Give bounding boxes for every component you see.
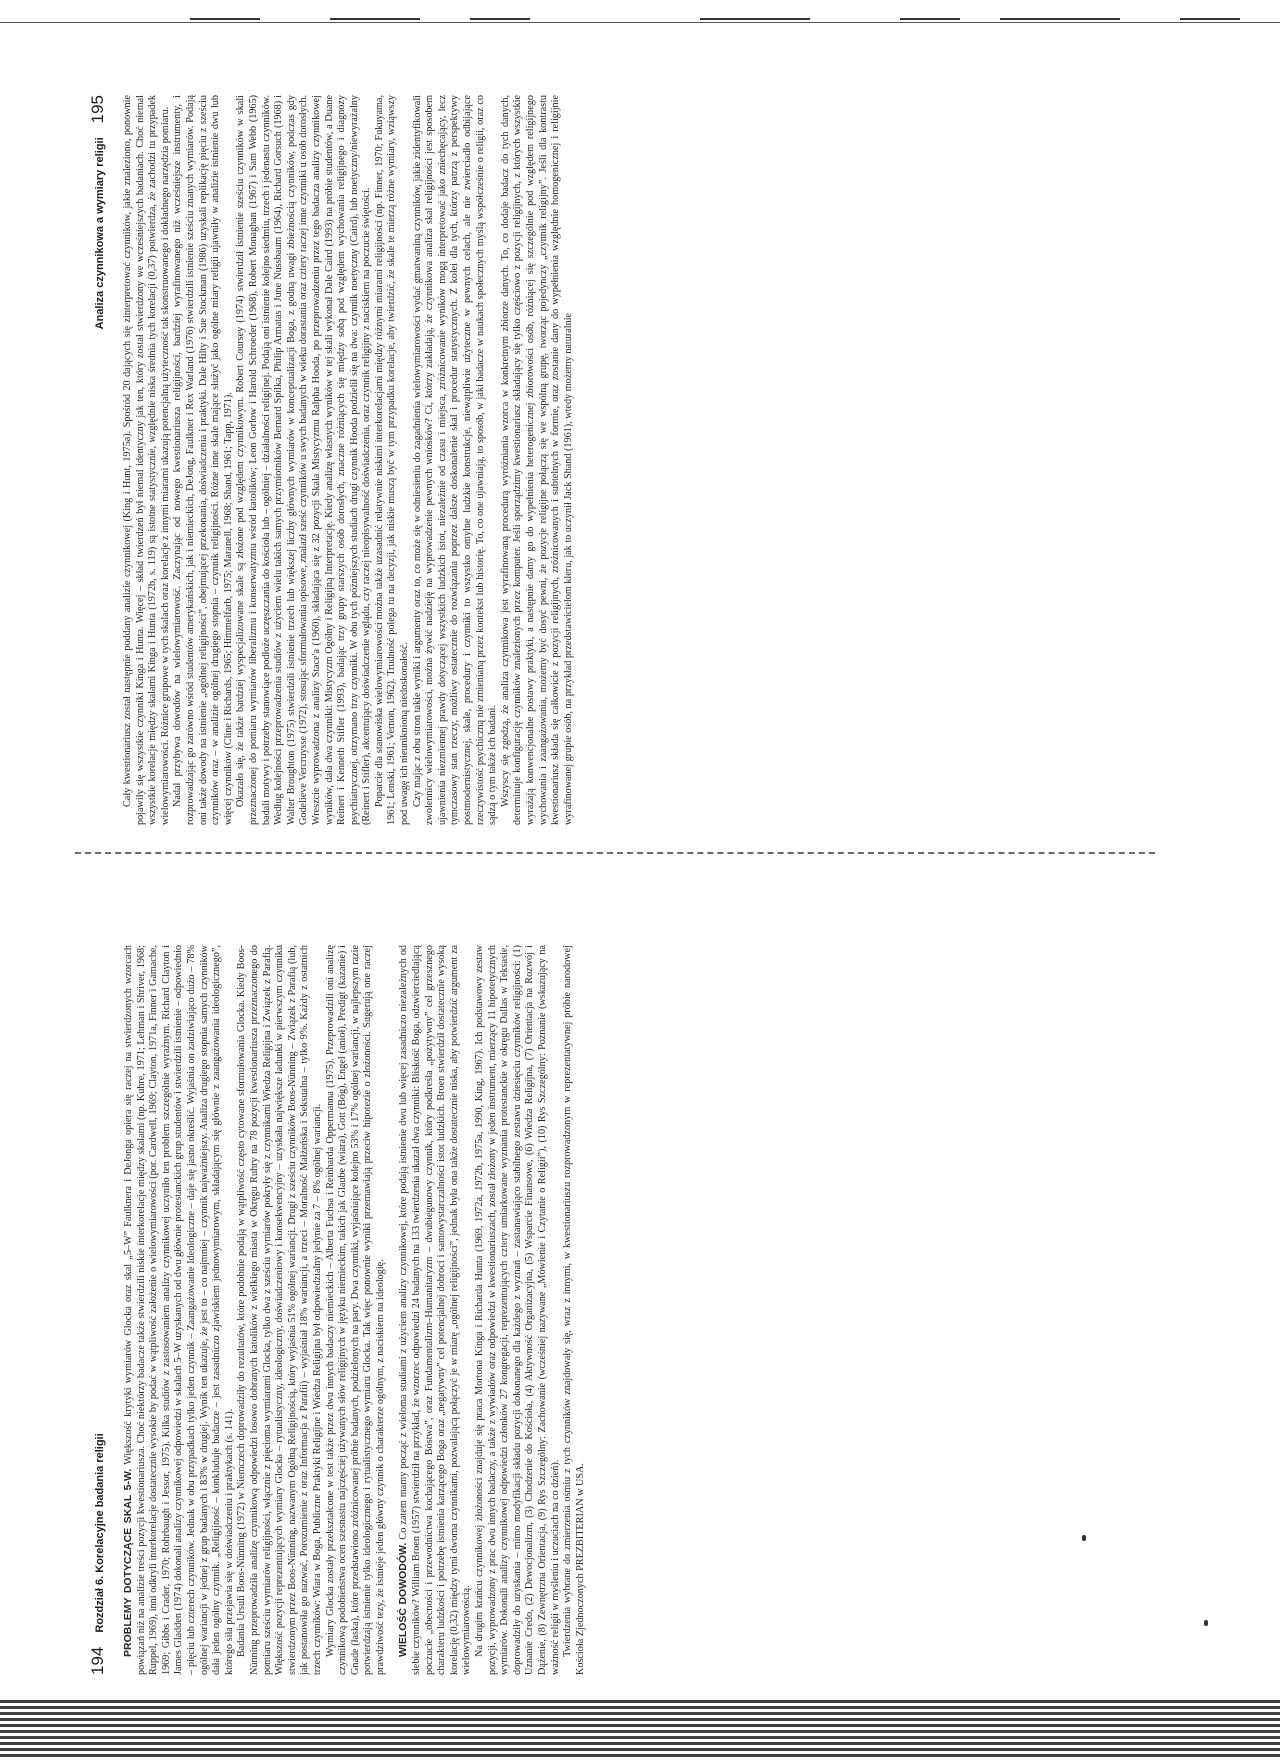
paragraph: Większość krytyki wymiarów Glocka oraz skal „5–W” Faulknera i DeJonga opiera się raczej na stwierdzonych wzorcach powiązań niż na analizie treści pozycji kwestionariusza. Choć niektórzy badacze także stwierdzili niskie interkorelacje między skalami (np. Kuhre, 1971; Lehman i Shriver, 1968; Ruppel, 1969), inni odkryli interkorelacje dostatecznie wysokie by podać w wątpliwość założenie o wielowymiarowości (por. Cardwell, 1969; Clayton, 1971a, Finner i Gamache, 1969; Gibbs i Crader, 1970; Rohrbaugh i Jessor, 1975). Kilka studiów z zastosowaniem analizy czynnikowej uczyniło ten problem szczególnie wyraźnym. Richard Clayton i James Gladden (1974) dokonali analizy czynnikowej odpowiedzi w skalach 5–W uzyskanych od dwu głównie protestanckich grup studentów i stwierdzili istnienie – odpowiednio – pięciu lub czterech czynników. Jednak w obu przypadkach tylko jeden czynnik – Zaangażowanie Ideologiczne – daje się jasno określić. Wyjaśnia on zadziwiająco dużo – 78% ogólnej wariancji w jednej z grup badanych i 83% w drugiej. Wynik ten ukazuje, że jest to – co najmniej – czynnik najważniejszy. Analiza drugiego stopnia samych czynników dała jeden ogólny czynnik. „Religijność – konkluduje badacze – jest zasadniczo zjawiskiem jednowymiarowym, składającym się głównie z zaangażowania ideologicznego”, którego siła przejawia się w doświadczeniu i praktykach (s. 141). bbox=[123, 945, 235, 1675]
paragraph: Czy mając z obu stron takie wyniki i argumenty oraz to, co może się w odniesieniu do zagadnienia wielowymiarowości wydać gmatwaniną czynników, jakie zidentyfikowali zwolennicy wielowymiarowości, można żywić nadzieję na wyprowadzenie pewnych wniosków? Ci, którzy zakładają, że czynnikowa analiza skal religijności jest sposobem ujawnienia niezmiennej prawdy dotyczącej wszystkich ludzkich istot, niezależnie od czasu i miejsca, zróżnicowanie wyników mogą interpretować jako zniechęcający, lecz tymczasowy stan rzeczy, możliwy ostatecznie do rozwiązania poprzez dalsze doskonalenie skal i procedur statystycznych. Z kolei dla tych, którzy patrzą z perspektywy postmodernistycznej, skale, procedury i czynniki to wszystko omylne ludzkie konstrukcje, niewątpliwie użyteczne w pewnych celach, ale nie zwierciadło odbijające rzeczywistość psychiczną nie zmienianą przez kontekst lub historię. To, co one ujawniają, to sposób, w jaki badacze w naukach społecznych myślą współcześnie o religii, oraz co sądzą o tym także ich badani. bbox=[411, 95, 499, 825]
right-body bbox=[122, 95, 575, 825]
paragraph: Wszyscy się zgodzą, że analiza czynnikowa jest wyrafinowaną procedurą wyróżniania wzorca w konkretnym zbiorze danych. To, co dodaje badacz do tych danych, determinuje konfigurację czynników znalezionych przez komputer. Jeśli sporządzimy kwestionariusz składający się tylko częściowo z pozycji religijnych, z których wszystkie wyrażają konwencjonalne postawy praktyki, a następnie damy go do wypełnienia heterogenicznej zbiorowości osób, różniącej się szczególnie pod względem religijnego wychowania i zaangażowania, możemy być dosyć pewni, że pozycje religijne połączą się we wspólną grupę, tworząc pojedynczy „czynnik religijny”. Jeśli dla kontrastu kwestionariusz składa się całkowicie z pozycji religijnych, zróżnicowanych i subtelnych w formie, oraz zostanie dany do wypełnienia względnie homogenicznej i religijnie wyrafinowanej grupie osób, na przykład przedstawicielom kleru, jak to uczynił Jack Shand (1961), wtedy możemy naturalnie bbox=[499, 95, 574, 825]
scan-artifact bbox=[900, 18, 960, 20]
scan-speck bbox=[1204, 1620, 1208, 1626]
paragraph: Poparcie dla stanowiska wielowymiarowości można także uzasadnić relatywnie niskimi interkorelacjami między różnymi miarami religijności (np. Finner, 1970; Fukuyama, 1961; Lenski, 1961; Vernon, 1962). Trudność polega tu na decyzji, jak niskie muszą być w tym przypadku korelacje, aby twierdzić, że skale te mierzą różne wymiary, wziąwszy pod uwagę ich nieuniknioną niedoskonałość. bbox=[373, 95, 411, 825]
chapter-title: Rozdział 6. Korelacyjne badania religii bbox=[94, 1433, 106, 1633]
scan-artifact bbox=[1000, 18, 1120, 20]
page-number: 195 bbox=[88, 95, 107, 124]
paragraph: Nadal przybywa dowodów na wielowymiarowość. Zaczynając od nowego kwestionariusza religijności, bardziej wyrafinowanego niż wcześniejsze instrumenty, i rozprowadzając go zarówno wśród studentów amerykańskich, jak i niemieckich, DeJong, Faulkner i Rex Warland (1976) stwierdzili istnienie sześciu znanych wymiarów. Podają oni także dowody na istnienie „ogólnej religijności”, obejmującej przekonania, doświadczenia i praktyki. Dale Hilty i Sue Stockman (1986) uzyskali replikację pięciu z sześciu czynników oraz – w analizie ogólnej drugiego stopnia – czynnik religijności. Różne inne skale mające służyć jako ogólne miary religii ujawniły w analizie istnienie dwu lub więcej czynników (Cline i Richards, 1965; Himmelfarb, 1975; Maranell, 1968; Shand, 1961; Tapp, 1971). bbox=[172, 95, 234, 825]
scan-artifact bbox=[190, 18, 260, 20]
paragraph: Twierdzenia wybrane do zmierzenia ośmiu z tych czynników znajdowały się, wraz z innymi, w kwestionariuszu rozprowadzonym w reprezentatywnej próbie narodowej Kościoła Zjednoczonych PREZBITERIAN w USA. bbox=[562, 945, 586, 1675]
left-body bbox=[122, 945, 587, 1675]
scan-artifact bbox=[330, 18, 420, 20]
scan-artifact bbox=[700, 18, 810, 20]
paragraph: Cały kwestionariusz został następnie poddany analizie czynnikowej (King i Hunt, 1975a). Spośród 20 dających się zinterpretować czynników, jakie znaleziono, ponownie pojawiły się wszystkie czynniki Kinga i Hunta. Więcej – skład twierdzeń był niemal identyczny jak ten, który został stwierdzony we wcześniejszych badaniach. Choć niemal wszystkie korelacje między skalami Kinga i Hunta (1972b, s. 119) są istotne statystycznie, względnie niska średnia tych korelacji (0,37) potwierdza, że zachodzi tu przypadek wielowymiarowości. Różnice grupowe w tych skalach oraz korelacje z innymi miarami ukazują potencjalną użyteczność tak skonstruowanego i dokładnego narzędzia pomiaru. bbox=[122, 95, 171, 825]
left-running-head bbox=[88, 945, 108, 1675]
section-heading: PROBLEMY DOTYCZĄCE SKAL 5-W. bbox=[122, 1468, 134, 1657]
paragraph: Wymiary Glocka zostały przekształcone w test także przez dwu innych badaczy niemieckich – Alberta Fuchsa i Reinharda Oppermanna (1975). Przeprowadzili oni analizę czynnikową podobieństwa ocen szesnastu najczęściej używanych słów religijnych w języku niemieckim, takich jak Glaube (wiara), Gott (Bóg), Engel (anioł), Predigt (kazanie) i Gnade (łaska), które przedstawiono zróżnicowanej próbie badanych, podzielonych na pary. Dwa czynniki, wyjaśniające kolejno 53% i 17% ogólnej wariancji, w najlepszym razie potwierdzają istnienie tylko ideologicznego i rytualistycznego wymiaru Glocka. Tak więc ponownie wyniki przemawiają przeciw hipotezie o złożoności. Sugerują one raczej prawdziwość tezy, że istnieje jeden główny czynnik o charakterze ogólnym, z naciskiem na ideologię. bbox=[324, 945, 386, 1675]
scan-top-edge bbox=[0, 22, 1280, 23]
paragraph: Okazało się, że także bardziej wyspecjalizowane skale są złożone pod względem czynnikowym. Robert Coursey (1974) stwierdził istnienie sześciu czynników w skali przeznaczonej do pomiaru wymiarów liberalizmu i konserwatyzmu wśród katolików; Leon Gorlow i Harold Schroeder (1968), Robert Monaghan (1967) i Sam Webb (1965) badali motywy i potrzeby stanowiące podłoże uczęszczania do kościoła lub – ogólniej – działalności religijnej. Podają oni istnienie kolejno siedmiu, trzech i jedenastu czynników. Według kolejności przeprowadzenia studiów z użyciem wielu takich samych przymiotników Bernard Spilka, Philip Armatas i June Nussbaum (1964), Richard Gorsuch (1968) i Walter Broughton (1975) stwierdzili istnienie trzech lub większej liczby głównych wymiarów w konceptualizacji Boga, z godną uwagi zbieżnością czynników, podczas gdy Godelieve Vercruysse (1972), stosując sformułowania opisowe, znalazł sześć czynników u swych badanych w wieku dorastania oraz cztery raczej inne czynniki u osób dorosłych. Wreszcie wyprowadzona z analizy Stace'a (1960), składająca się z 32 pozycji Skala Mistycyzmu Ralpha Hooda, po przeprowadzeniu przez tego badacza analizy czynnikowej wyników, dała dwa czynniki: Mistycyzm Ogólny i Religijną Interpretację. Kiedy analizę własnych wyników w tej skali wykonał Dale Caird (1993) na próbie studentów, a Duane Reinert i Kenneth Stifler (1993), badając trzy grupy starszych osób dorosłych, znaczne różniących się między sobą pod względem wychowania religijnego i diagnozy psychiatrycznej, otrzymano trzy czynniki. W obu tych późniejszych studiach drugi czynnik Hooda podzielił się na dwa: czynnik noetyczny (Caird), lub noetyczny/niewyrażalny (Reinert i Stifler), akcentujący doświadczenie wglądu, czy raczej nieopisywalność doświadczenia, oraz czynnik religijny z naciskiem na poczucie świętości. bbox=[235, 95, 373, 825]
page-divider bbox=[75, 852, 1155, 854]
scan-artifact bbox=[1180, 18, 1240, 20]
paragraph: Na drugim krańcu czynnikowej złożoności znajduje się praca Mortona Kinga i Richarda Hunta (1969, 1972a, 1972b, 1975a, 1990, King, 1967). Ich podstawowy zestaw pozycji, wyprowadzony z prac dwu innych badaczy, a także z wywiadów oraz odpowiedzi w kwestionariuszach, został złożony w jeden instrument, mierzący 11 hipotetycznych wymiarów. Dokonali analizy czynnikowej odpowiedzi członków 27 kongregacji, reprezentujących cztery umiarkowane wyznania protestanckie w okręgu Dallas w Teksasie, doprowadziły do uzyskania – mimo modyfikacji składu pozycji dokonanego dla każdego z wyznań – zastanawiająco stabilnego zestawu dziesięciu czynników religijności: (1) Uznanie Credo, (2) Dewocjonalizm, (3) Chodzenie do Kościoła, (4) Aktywność Organizacyjna, (5) Wsparcie Finansowe, (6) Wiedza Religijna, (7) Orientacja na Rozwój i Dążenie, (8) Zewnętrzna Orientacja, (9) Rys Szczególny: Zachowanie (wcześniej nazywane „Mówienie i Czytanie o Religii”), (10) Rys Szczególny: Poznanie (wskazujący na ważność religii w myśleniu i uczuciach na co dzień). bbox=[474, 945, 561, 1675]
section-title: Analiza czynnikowa a wymiary religii bbox=[94, 137, 106, 330]
scan-artifact bbox=[470, 18, 530, 20]
paragraph: Badania Ursuli Boos-Nünning (1972) w Niemczech doprowadziły do rezultatów, które podobnie podają w wątpliwość często cytowane sformułowania Glocka. Kiedy Boos-Nünning przeprowadziła analizę czynnikową odpowiedzi losowo dobranych katolików z wielkiego miasta w Okręgu Ruhry na 78 pozycji kwestionariusza przeznaczonego do pomiaru sześciu wymiarów religijności, włącznie z pięcioma wymiarami Glocka, tylko dwa z sześciu wymiarów pokryły się z czynnikami Wiedza Religijna i Związek z Parafią. Większość pozycji reprezentujących wymiary Glocka – rytualistyczny, ideologiczny, doświadczeniowy i konsekwencyjny – uzyskała największe ładunki w pierwszym czynniku stwierdzonym przez Boos-Nünning, nazwanym Ogólną Religijnością, który wyjaśnia 51% ogólnej wariancji. Drugi z sześciu czynników Boos-Nünning – Związek z Parafią (lub, jak postanowiła go nazwać, Porozumienie z oraz Informacja z Parafii) – wyjaśniał 18% wariancji, a trzeci – Moralność Małżeńska i Seksualna – tylko 9%. Każdy z ostatnich trzech czynników: Wiara w Boga, Publiczne Praktyki Religijne i Wiedza Religijna był odpowiedzialny jedynie za 7 – 8% ogólnej wariancji. bbox=[236, 945, 323, 1675]
left-page bbox=[88, 945, 1088, 1675]
right-page bbox=[88, 95, 1088, 825]
section-heading: WIELOŚĆ DOWODÓW. bbox=[397, 1542, 410, 1657]
paragraph: Co zatem mamy począć z wieloma studiami z użyciem analizy czynnikowej, które podają istnienie dwu lub więcej zasadniczo niezależnych od siebie czynników? William Broen (1957) stwierdził na przykład, że wzorzec odpowiedzi 24 badanych na 133 twierdzenia ukazał dwa czynniki: Bliskość Boga, odzwierciedlającą poczucie „obecności i przewodnictwa kochającego Bóstwa”, oraz Fundamentalizm–Humanitaryzm – dwubiegunowy czynnik, który podkreśla „pozytywny” cel grzesznego charakteru ludzkości i potrzebę istnienia karzącego Boga oraz „negatywny” cel potencjalnej dobroci i samowystarczalności istot ludzkich. Broen stwierdził dostatecznie wysoką korelację (0,32) między tymi dwoma czynnikami, pozwalającą połączyć je w miarę „ogólnej religijności”, jednak była ona także dostatecznie niska, aby potwierdzić argument za wielowymiarowością. bbox=[398, 944, 473, 1675]
page-number: 194 bbox=[88, 1646, 107, 1675]
right-running-head bbox=[88, 95, 108, 825]
book-spine-shadow bbox=[0, 1700, 1280, 1760]
